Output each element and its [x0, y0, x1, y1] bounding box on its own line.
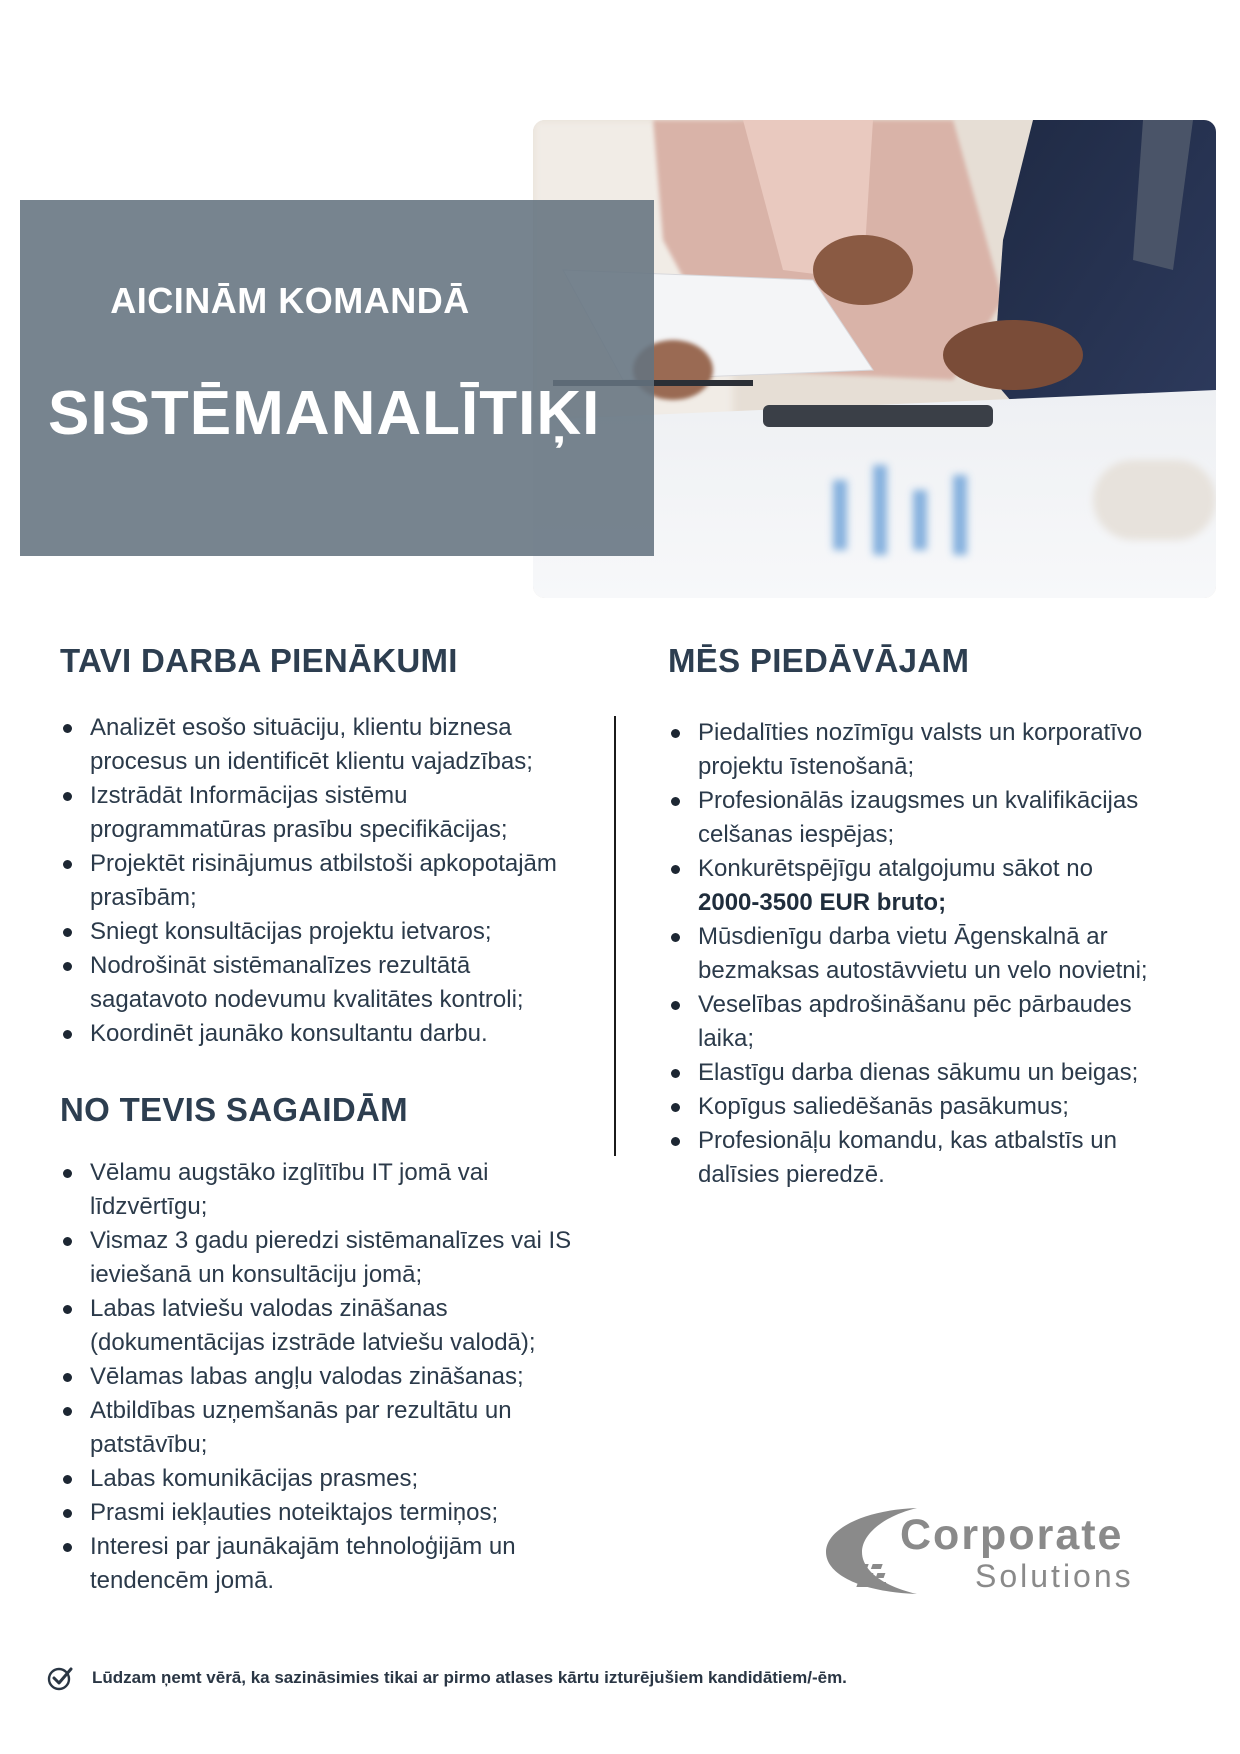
list-item: Izstrādāt Informācijas sistēmu programmatūras prasību specifikācijas; — [60, 779, 590, 847]
offer-heading: MĒS PIEDĀVĀJAM — [668, 642, 970, 679]
salary-prefix: Konkurētspējīgu atalgojumu sākot no — [698, 855, 1093, 882]
logo-word-corporate: Corporate — [900, 1511, 1124, 1559]
list-item: Veselības apdrošināšanu pēc pārbaudes laika; — [668, 988, 1168, 1056]
list-item: Prasmi iekļauties noteiktajos termiņos; — [60, 1496, 580, 1530]
duties-heading: TAVI DARBA PIENĀKUMI — [60, 642, 458, 679]
list-item: Elastīgu darba dienas sākumu un beigas; — [668, 1056, 1168, 1090]
list-item: Vēlamu augstāko izglītību IT jomā vai līdzvērtīgu; — [60, 1156, 580, 1224]
salary-amount: 2000-3500 EUR bruto; — [698, 889, 947, 916]
logo-word-solutions: Solutions — [975, 1558, 1134, 1594]
list-item: Piedalīties nozīmīgu valsts un korporatīvo projektu īstenošanā; — [668, 716, 1168, 784]
list-item: Interesi par jaunākajām tehnoloģijām un tendencēm jomā. — [60, 1530, 580, 1598]
footer-note: Lūdzam ņemt vērā, ka sazināsimies tikai ar pirmo atlases kārtu izturējušiem kandidātiem/-ēm. — [92, 1668, 847, 1687]
list-item: Analizēt esošo situāciju, klientu biznesa procesus un identificēt klientu vajadzības; — [60, 711, 590, 779]
list-item: Sniegt konsultācijas projektu ietvaros; — [60, 915, 590, 949]
list-item: Mūsdienīgu darba vietu Āgenskalnā ar bezmaksas autostāvvietu un velo novietni; — [668, 920, 1168, 988]
salary-item — [668, 852, 1168, 920]
list-item: Koordinēt jaunāko konsultantu darbu. — [60, 1017, 590, 1051]
requirements-heading: NO TEVIS SAGAIDĀM — [60, 1091, 408, 1128]
duties-list — [60, 711, 590, 1051]
list-item: Labas latviešu valodas zināšanas (dokumentācijas izstrāde latviešu valodā); — [60, 1292, 580, 1360]
list-item: Profesionāļu komandu, kas atbalstīs un dalīsies pieredzē. — [668, 1124, 1168, 1192]
offer-list — [668, 716, 1168, 1192]
list-item: Vēlamas labas angļu valodas zināšanas; — [60, 1360, 580, 1394]
list-item: Projektēt risinājumus atbilstoši apkopotajām prasībām; — [60, 847, 590, 915]
list-item: Atbildības uzņemšanās par rezultātu un patstāvību; — [60, 1394, 580, 1462]
list-item: Profesionālās izaugsmes un kvalifikācijas celšanas iespējas; — [668, 784, 1168, 852]
hero-kicker: AICINĀM KOMANDĀ — [110, 280, 470, 321]
list-item: Labas komunikācijas prasmes; — [60, 1462, 580, 1496]
column-divider — [614, 716, 616, 1156]
list-item: Kopīgus saliedēšanās pasākumus; — [668, 1090, 1168, 1124]
list-item: Vismaz 3 gadu pieredzi sistēmanalīzes vai IS ieviešanā un konsultāciju jomā; — [60, 1224, 580, 1292]
page-title: SISTĒMANALĪTIĶI — [48, 379, 601, 448]
list-item: Nodrošināt sistēmanalīzes rezultātā sagatavoto nodevumu kvalitātes kontroli; — [60, 949, 590, 1017]
checkmark-circle-icon — [46, 1664, 74, 1692]
requirements-list — [60, 1156, 580, 1598]
